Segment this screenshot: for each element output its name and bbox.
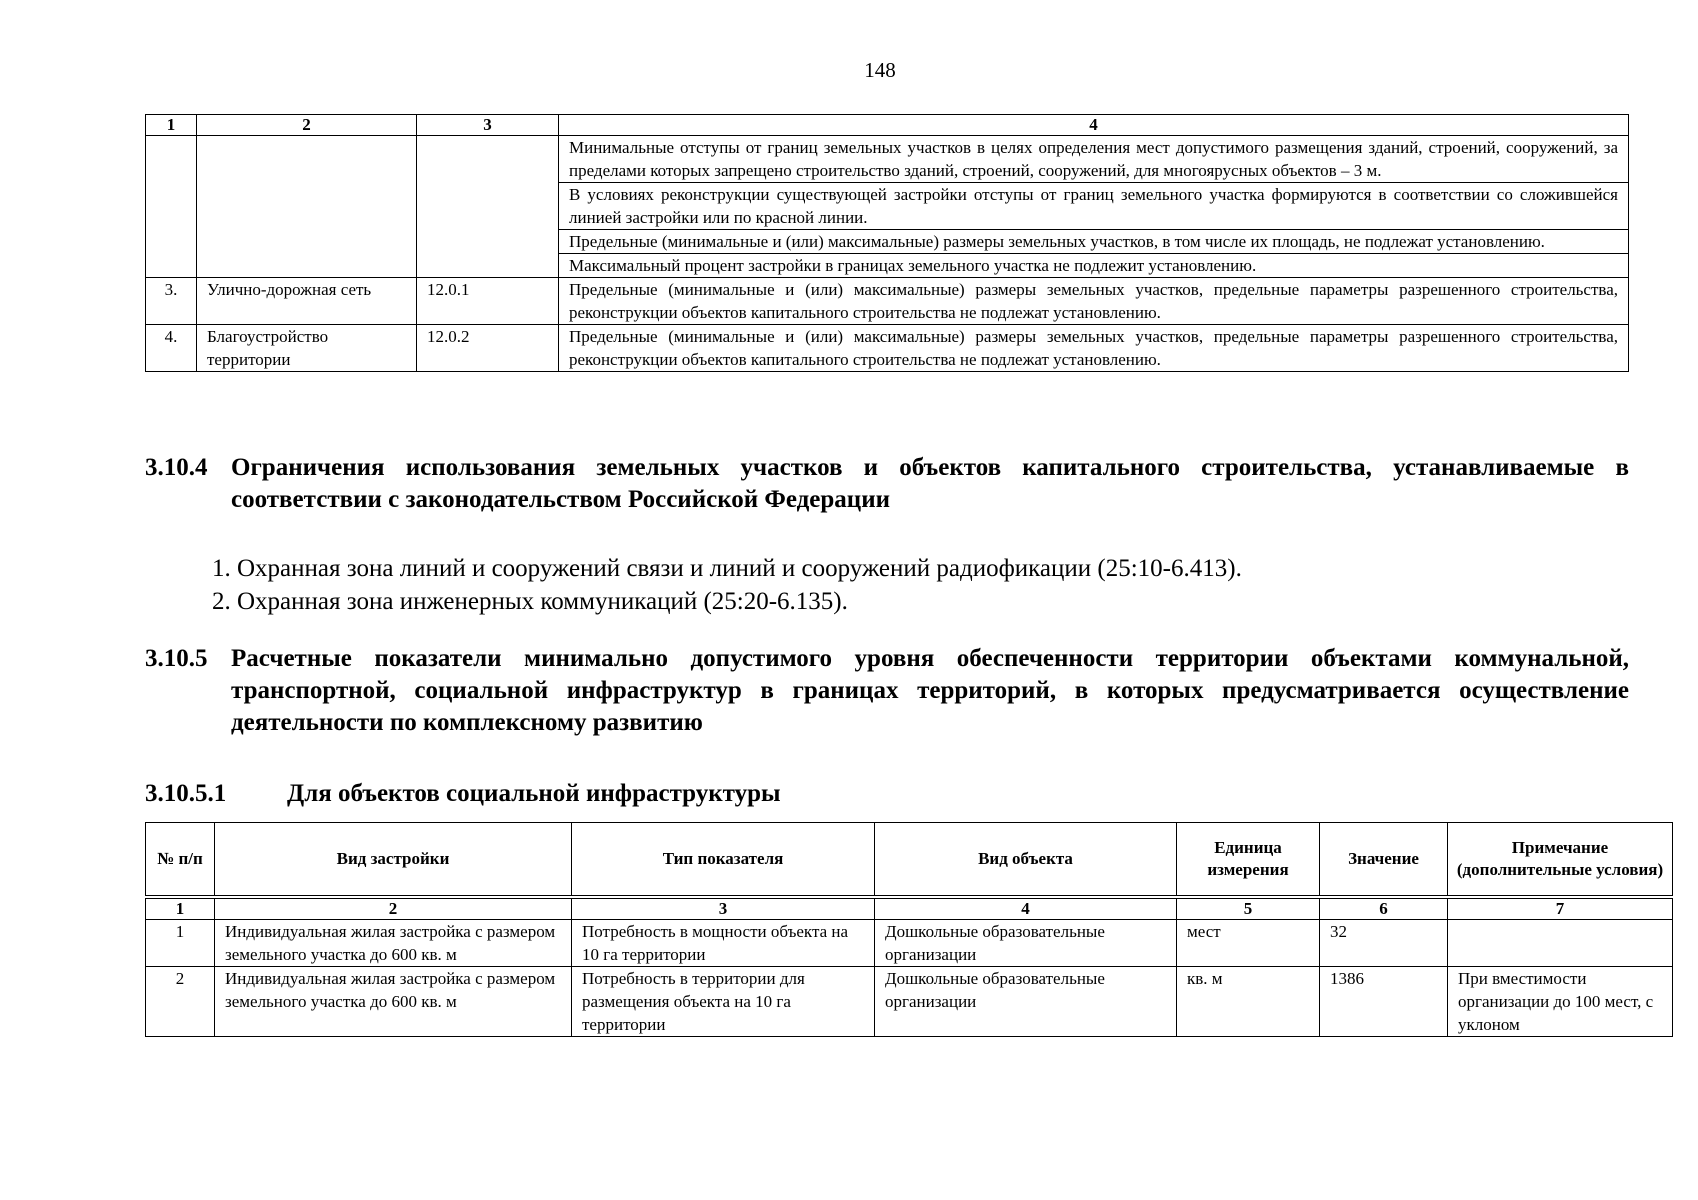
column-number: 4 [559, 115, 1629, 136]
empty-cell [197, 136, 417, 278]
parameter-cell: В условиях реконструкции существующей застройки отступы от границ земельного участка формируются в соответствии со сложившейся линией застройки или по красной линии. [559, 183, 1629, 230]
value-cell: 32 [1320, 920, 1448, 967]
note-cell: При вместимости организации до 100 мест, с уклоном [1448, 967, 1673, 1037]
header-indicator-type: Тип показателя [572, 823, 875, 896]
use-type-cell: Благоустройство территории [197, 325, 417, 372]
column-number: 1 [146, 115, 197, 136]
parameter-cell: Максимальный процент застройки в границах земельного участка не подлежит установлению. [559, 254, 1629, 278]
use-type-cell: Улично-дорожная сеть [197, 278, 417, 325]
use-code-cell: 12.0.1 [417, 278, 559, 325]
section-number: 3.10.5 [145, 645, 208, 672]
zoning-parameters-table [145, 114, 1629, 372]
empty-cell [417, 136, 559, 278]
section-number: 3.10.5.1 [145, 780, 227, 807]
note-cell [1448, 920, 1673, 967]
indicator-cell: Потребность в территории для размещения объекта на 10 га территории [572, 967, 875, 1037]
column-number: 4 [875, 899, 1177, 920]
section-title: Для объектов социальной инфраструктуры [287, 780, 781, 807]
header-development-type: Вид застройки [215, 823, 572, 896]
section-heading-3-10-5 [145, 643, 1629, 739]
column-number: 6 [1320, 899, 1448, 920]
value-cell: 1386 [1320, 967, 1448, 1037]
use-code-cell: 12.0.2 [417, 325, 559, 372]
table-header-row [146, 823, 1673, 896]
header-num: № п/п [146, 823, 215, 896]
table-row [146, 920, 1673, 967]
list-item: 1. Охранная зона линий и сооружений связи и линий и сооружений радиофикации (25:10-6.413). [212, 555, 1242, 582]
header-object-type: Вид объекта [875, 823, 1177, 896]
development-type-cell: Индивидуальная жилая застройка с размером земельного участка до 600 кв. м [215, 920, 572, 967]
section-heading-3-10-4 [145, 452, 1629, 516]
section-title: Расчетные показатели минимально допустимого уровня обеспеченности территории объектами коммунальной, транспортной, социальной инфраструктур в границах территорий, в которых предусматривается осуществление деятельности по комплексному развитию [231, 645, 1629, 736]
table-row [146, 136, 1629, 183]
parameter-cell: Минимальные отступы от границ земельных участков в целях определения мест допустимого размещения зданий, строений, сооружений, за пределами которых запрещено строительство зданий, строений, сооружений, для многоярусных объектов – 3 м. [559, 136, 1629, 183]
empty-cell [146, 136, 197, 278]
social-infrastructure-table [145, 822, 1673, 1037]
row-number: 1 [146, 920, 215, 967]
unit-cell: кв. м [1177, 967, 1320, 1037]
object-cell: Дошкольные образовательные организации [875, 920, 1177, 967]
column-number: 2 [215, 899, 572, 920]
table-row [146, 967, 1673, 1037]
section-number: 3.10.4 [145, 454, 208, 481]
unit-cell: мест [1177, 920, 1320, 967]
column-number: 2 [197, 115, 417, 136]
header-note: Примечание (дополнительные условия) [1448, 823, 1673, 896]
column-number: 3 [417, 115, 559, 136]
row-number: 3. [146, 278, 197, 325]
header-value: Значение [1320, 823, 1448, 896]
parameter-cell: Предельные (минимальные и (или) максимальные) размеры земельных участков, предельные параметры разрешенного строительства, реконструкции объектов капитального строительства не подлежат установлению. [559, 278, 1629, 325]
row-number: 2 [146, 967, 215, 1037]
column-number: 3 [572, 899, 875, 920]
section-title: Ограничения использования земельных участков и объектов капитального строительства, устанавливаемые в соответствии с законодательством Российской Федерации [231, 454, 1629, 513]
restrictions-list [212, 552, 1242, 618]
column-number: 5 [1177, 899, 1320, 920]
column-number: 1 [146, 899, 215, 920]
section-heading-3-10-5-1 [145, 778, 1629, 810]
table-header-row [146, 115, 1629, 136]
column-number: 7 [1448, 899, 1673, 920]
table-row [146, 325, 1629, 372]
list-item: 2. Охранная зона инженерных коммуникаций (25:20-6.135). [212, 588, 848, 615]
page-number: 148 [864, 58, 896, 82]
column-index-row [146, 899, 1673, 920]
header-unit: Единица измерения [1177, 823, 1320, 896]
table-row [146, 278, 1629, 325]
row-number: 4. [146, 325, 197, 372]
indicator-cell: Потребность в мощности объекта на 10 га территории [572, 920, 875, 967]
parameter-cell: Предельные (минимальные и (или) максимальные) размеры земельных участков, в том числе их площадь, не подлежат установлению. [559, 230, 1629, 254]
development-type-cell: Индивидуальная жилая застройка с размером земельного участка до 600 кв. м [215, 967, 572, 1037]
parameter-cell: Предельные (минимальные и (или) максимальные) размеры земельных участков, предельные параметры разрешенного строительства, реконструкции объектов капитального строительства не подлежат установлению. [559, 325, 1629, 372]
object-cell: Дошкольные образовательные организации [875, 967, 1177, 1037]
